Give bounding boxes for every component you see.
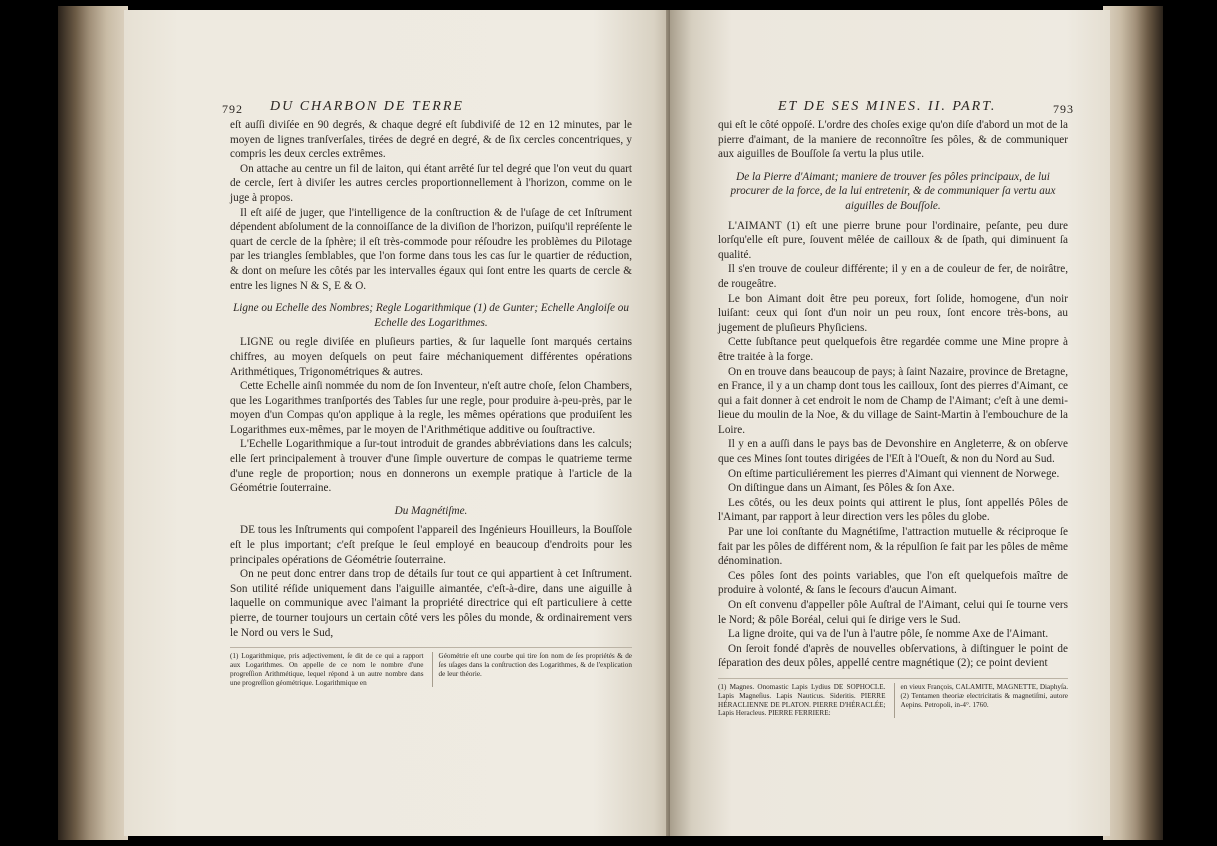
- left-header: [222, 99, 632, 118]
- paragraph: On attache au centre un fil de laiton, qui étant arrêté ſur tel degré que l'on veut du quart de cercle, ſert à diviſer les autres cercles proportionnellement à l'horizon, comme on le juge à propos.: [230, 162, 632, 204]
- paragraph: L'Echelle Logarithmique a ſur-tout introduit de grandes abbréviations dans les calculs; elle ſert principalement à trouver d'une ſimple ouverture de compas le quatrieme terme d'une regle de proportion; nous en donnerons un exemple pratique à l'article de la Géométrie ſouterraine.: [230, 438, 632, 495]
- right-page-text: [718, 99, 1074, 718]
- footnote: (1) Magnes. Onomastic Lapis Lydius DE SOPHOCLE. Lapis Magneſius. Lapis Nauticus. Sideritis. PIERRE HÉRACLIENNE DE PLATON. PIERRE D'HÉRACLÉE; Lapis Heracleus. PIERRE FERRIERE:: [718, 682, 886, 718]
- right-page: [670, 10, 1110, 836]
- left-page-edges: [58, 6, 128, 840]
- section-heading: Du Magnétiſme.: [394, 504, 468, 517]
- paragraph: qui eſt le côté oppoſé. L'ordre des choſes exige qu'on diſe d'abord un mot de la pierre d'aimant, de la maniere de reconnoître ſes pôles, & de communiquer aux aiguilles de Bouſſole ſa vertu la plus utile.: [718, 119, 1068, 161]
- paragraph: LIGNE ou regle diviſée en pluſieurs parties, & ſur laquelle ſont marqués certains chiffres, au moyen deſquels on peut faire méchaniquement différentes opérations Arithmétiques, Trigonométriques & autres.: [230, 336, 632, 378]
- right-running-head: ET DE SES MINES. II. PART.: [778, 99, 997, 114]
- paragraph: On eſtime particuliérement les pierres d'Aimant qui viennent de Norwege.: [728, 467, 1060, 480]
- right-page-edges: [1103, 6, 1163, 840]
- left-page-text: [222, 99, 632, 687]
- footnote: Géométrie eſt une courbe qui tire ſon nom de ſes propriétés & de ſes uſages dans la conſtruction des Logarithmes, & de l'explication de leur théorie.: [432, 652, 633, 687]
- paragraph: Cette Echelle ainſi nommée du nom de ſon Inventeur, n'eſt autre choſe, ſelon Chambers, que les Logarithmes tranſportés des Tables ſur une regle, pour produire à-peu-près, par le moyen d'un Compas qu'on applique à la regle, les mêmes opérations que produiſent les Logarithmes eux-mêmes, par le moyen de l'Arithmétique additive ou ſouſtractive.: [230, 380, 632, 436]
- right-page-number: 793: [1053, 102, 1074, 116]
- paragraph: On ne peut donc entrer dans trop de détails ſur tout ce qui appartient à cet Inſtrument. Son utilité réſide uniquement dans l'aiguille aimantée, c'eſt-à-dire, dans une aiguille à laquelle on communique avec l'aimant la propriété directrice qui eſt particuliere à cette pierre, de tourner toujours un certain côté vers les pôles du monde, & ordinairement vers le Nord ou vers le Sud,: [230, 568, 632, 639]
- left-running-head: DU CHARBON DE TERRE: [270, 99, 464, 114]
- paragraph: On en trouve dans beaucoup de pays; à ſaint Nazaire, province de Bretagne, en France, il y a un champ dont tous les cailloux, ſont des pierres d'Aimant, ce qui a fait donner à cet endroit le nom de Champ de l'Aimant; c'eſt à une demi-lieue du moulin de la Noe, & du village de Saint-Martin à l'embouchure de la Loire.: [718, 365, 1068, 436]
- footnotes: [230, 647, 632, 687]
- footnote: en vieux François, CALAMITE, MAGNETTE, Diaphyſa. (2) Tentamen theoriæ electricitatis & magnetiſmi, autore Aepins. Petropoli, in-4°. 1760.: [894, 683, 1069, 718]
- paragraph: DE tous les Inſtruments qui compoſent l'appareil des Ingénieurs Houilleurs, la Bouſſole eſt le plus important; c'eſt preſque le ſeul employé en beaucoup d'endroits pour les principales opérations de Géométrie ſouterraine.: [230, 524, 632, 566]
- paragraph: Il eſt aiſé de juger, que l'intelligence de la conſtruction & de l'uſage de cet Inſtrument dépendent abſolument de la connoiſſance de la diviſion de l'horizon, puiſqu'il repréſente le quart de cercle de la ſphère; il eſt très-commode pour réſoudre les problèmes du Pilotage par les triangles ſemblables, que l'on forme dans tous les cas ſur le quartier de réduction, & dont on meſure les côtés par les intervalles égaux qui ſont entre les quarts de cercle & entre les lignes N & S, E & O.: [230, 206, 632, 292]
- paragraph: On diſtingue dans un Aimant, ſes Pôles & ſon Axe.: [728, 482, 955, 495]
- footnotes: [718, 678, 1068, 718]
- paragraph: Les côtés, ou les deux points qui attirent le plus, ſont appellés Pôles de l'Aimant, par rapport à leur direction vers les pôles du globe.: [718, 496, 1068, 524]
- paragraph: On eſt convenu d'appeller pôle Auſtral de l'Aimant, celui qui ſe tourne vers le Nord; & pôle Boréal, celui qui ſe dirige vers le Sud.: [718, 599, 1068, 626]
- left-page: [124, 10, 676, 836]
- open-book: [58, 6, 1163, 840]
- paragraph: Il s'en trouve de couleur différente; il y en a de couleur de fer, de noirâtre, de rougeâtre.: [718, 263, 1068, 290]
- right-header: [718, 99, 1074, 118]
- paragraph: L'AIMANT (1) eſt une pierre brune pour l'ordinaire, peſante, peu dure lorſqu'elle eſt pure, ſouvent mêlée de cailloux & de ſpath, qui diminuent ſa qualité.: [718, 219, 1068, 261]
- paragraph: Ces pôles ſont des points variables, que l'on eſt quelquefois maître de produire à volonté, & ſans le ſecours d'aucun Aimant.: [718, 569, 1068, 597]
- section-heading: De la Pierre d'Aimant; maniere de trouver ſes pôles principaux, de lui procurer de la force, de la lui entretenir, & de communiquer ſa vertu aux aiguilles de Bouſſole.: [730, 170, 1056, 212]
- paragraph: eſt auſſi diviſée en 90 degrés, & chaque degré eſt ſubdiviſé de 12 en 12 minutes, par le moyen de lignes tranſverſales, tirées de degré en degré, & de ſix cercles concentriques, y compris les deux cercles extrêmes.: [230, 119, 632, 161]
- left-page-number: 792: [222, 102, 243, 116]
- paragraph: Cette ſubſtance peut quelquefois être regardée comme une Mine propre à être traitée à la forge.: [718, 336, 1068, 363]
- paragraph: La ligne droite, qui va de l'un à l'autre pôle, ſe nomme Axe de l'Aimant.: [728, 628, 1049, 641]
- paragraph: Le bon Aimant doit être peu poreux, fort ſolide, homogene, d'un noir luiſant: ceux qui ſont d'un noir un peu roux, ſont encore très-bons, au jugement de pluſieurs Phyſiciens.: [718, 292, 1068, 334]
- paragraph: Par une loi conſtante du Magnétiſme, l'attraction mutuelle & réciproque ſe fait par les pôles de différent nom, & la répulſion ſe fait par les pôles de même dénomination.: [718, 526, 1068, 568]
- paragraph: Il y en a auſſi dans le pays bas de Devonshire en Angleterre, & on obſerve que ces Mines ſont toutes dirigées de l'Eſt à l'Oueſt, & non du Nord au Sud.: [718, 438, 1068, 466]
- paragraph: On ſeroit fondé d'après de nouvelles obſervations, à diſtinguer le point de ſéparation des deux pôles, appellé centre magnétique (2); ce point devient: [718, 642, 1068, 670]
- section-heading: Ligne ou Echelle des Nombres; Regle Logarithmique (1) de Gunter; Echelle Angloiſe ou Echelle des Logarithmes.: [233, 302, 629, 329]
- footnote: (1) Logarithmique, pris adjectivement, ſe dit de ce qui a rapport aux Logarithmes. On appelle de ce nom le nombre d'une progreſſion Arithmétique, lequel répond à un autre nombre dans une progreſſion géométrique. Logarithmique en: [230, 652, 424, 687]
